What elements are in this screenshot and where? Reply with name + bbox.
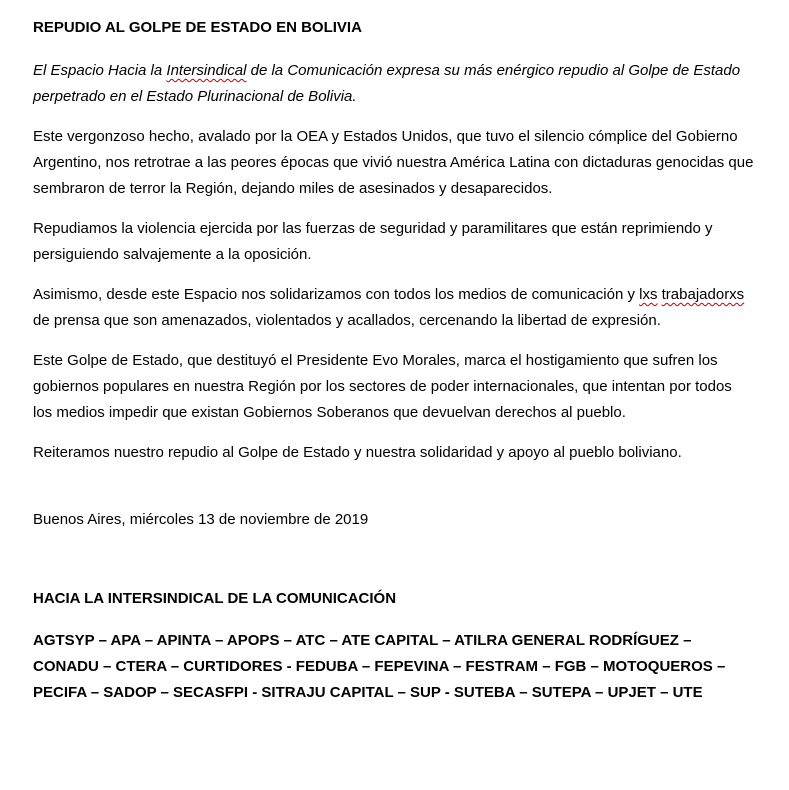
text-run: de prensa que son amenazados, violentados y acallados, cercenando la libertad de expresión. xyxy=(33,312,661,329)
paragraph-closing-solidarity: Reiteramos nuestro repudio al Golpe de Estado y nuestra solidaridad y apoyo al pueblo boliviano. xyxy=(33,444,682,461)
paragraph-intro xyxy=(33,58,755,110)
paragraph-oea-condemnation: Este vergonzoso hecho, avalado por la OEA y Estados Unidos, que tuvo el silencio cómplice del Gobierno Argentino, nos retrotrae a las peores épocas que vivió nuestra América Latina con dictaduras genocidas que sembraron de terror la Región, dejando miles de asesinados y desaparecidos. xyxy=(33,128,754,197)
signature-heading: HACIA LA INTERSINDICAL DE LA COMUNICACIÓN xyxy=(33,590,397,607)
spellcheck-flagged-word: Intersindical xyxy=(166,62,247,79)
text-run: Asimismo, desde este Espacio nos solidarizamos con todos los medios de comunicación y xyxy=(33,286,640,303)
signatory-organizations-list: AGTSYP – APA – APINTA – APOPS – ATC – ATE CAPITAL – ATILRA GENERAL RODRÍGUEZ – CONADU – CTERA – CURTIDORES - FEDUBA – FEPEVINA – FESTRAM – FGB – MOTOQUEROS – PECIFA – SADOP – SECASFPI - SITRAJU CAPITAL – SUP - SUTEBA – SUTEPA – UPJET – UTE xyxy=(33,632,726,701)
paragraph-evo-morales: Este Golpe de Estado, que destituyó el Presidente Evo Morales, marca el hostigamiento que sufren los gobiernos populares en nuestra Región por los sectores de poder internacionales, que intentan por todos los medios impedir que existan Gobiernos Soberanos que devuelvan derechos al pueblo. xyxy=(33,352,732,421)
paragraph-media-solidarity xyxy=(33,282,755,334)
text-run: El Espacio Hacia la xyxy=(33,62,167,79)
spellcheck-flagged-word: trabajadorxs xyxy=(661,286,745,303)
dateline: Buenos Aires, miércoles 13 de noviembre de 2019 xyxy=(33,511,369,528)
spellcheck-flagged-word: lxs xyxy=(639,286,658,303)
text-run: de la Comunicación expresa su más enérgico repudio al Golpe de Estado perpetrado en el Estado Plurinacional de Bolivia. xyxy=(33,62,741,105)
paragraph-violence-repudiation: Repudiamos la violencia ejercida por las fuerzas de seguridad y paramilitares que están reprimiendo y persiguiendo salvajemente a la oposición. xyxy=(33,220,713,263)
document-title: REPUDIO AL GOLPE DE ESTADO EN BOLIVIA xyxy=(33,19,362,36)
